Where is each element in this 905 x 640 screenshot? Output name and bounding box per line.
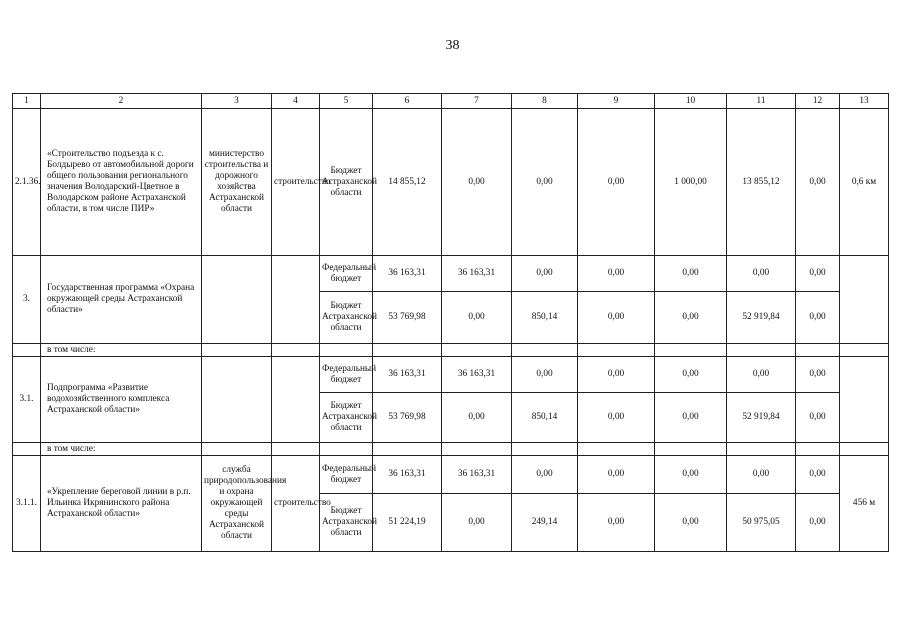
including-label: в том числе: bbox=[41, 344, 202, 357]
funding-source: Бюджет Астраханской области bbox=[320, 292, 373, 344]
value-cell: 0,00 bbox=[578, 393, 655, 443]
value-cell: 52 919,84 bbox=[727, 393, 796, 443]
row-type bbox=[272, 357, 320, 443]
value-cell: 51 224,19 bbox=[373, 494, 442, 552]
including-label: в том числе: bbox=[41, 443, 202, 456]
row-executor: министерство строительства и дорожного хозяйства Астраханской области bbox=[202, 109, 272, 256]
value-cell: 0,00 bbox=[796, 256, 840, 292]
row-name: «Укрепление береговой линии в р.п. Ильинка Икрянинского района Астраханской области» bbox=[41, 456, 202, 552]
value-cell: 0,00 bbox=[512, 256, 578, 292]
funding-source: Бюджет Астраханской области bbox=[320, 393, 373, 443]
header-row bbox=[13, 94, 889, 109]
value-cell: 0,00 bbox=[796, 456, 840, 494]
value-cell: 0,00 bbox=[796, 393, 840, 443]
table-row bbox=[13, 109, 889, 256]
row-type bbox=[272, 256, 320, 344]
row-code: 3.1. bbox=[13, 357, 41, 443]
header-cell: 10 bbox=[655, 94, 727, 109]
value-cell: 0,00 bbox=[655, 456, 727, 494]
row-type: строительство bbox=[272, 456, 320, 552]
row-code: 3. bbox=[13, 256, 41, 344]
table-row bbox=[13, 357, 889, 393]
header-cell: 3 bbox=[202, 94, 272, 109]
header-cell: 5 bbox=[320, 94, 373, 109]
value-cell: 53 769,98 bbox=[373, 393, 442, 443]
value-cell: 0,00 bbox=[727, 456, 796, 494]
header-cell: 12 bbox=[796, 94, 840, 109]
value-cell: 0,00 bbox=[578, 256, 655, 292]
value-cell: 13 855,12 bbox=[727, 109, 796, 256]
value-cell: 0,00 bbox=[442, 109, 512, 256]
value-cell: 14 855,12 bbox=[373, 109, 442, 256]
page-number: 38 bbox=[445, 38, 460, 53]
header-cell: 9 bbox=[578, 94, 655, 109]
value-cell: 0,00 bbox=[578, 357, 655, 393]
row-executor bbox=[202, 357, 272, 443]
funding-source: Федеральный бюджет bbox=[320, 456, 373, 494]
header-cell: 13 bbox=[840, 94, 889, 109]
row-name: «Строительство подъезда к с. Болдырево от автомобильной дороги общего пользования регионального значения Володарский-Цветное в Володарском районе Астраханской области, в том числе ПИР» bbox=[41, 109, 202, 256]
value-cell: 0,00 bbox=[512, 456, 578, 494]
value-cell: 0,00 bbox=[578, 292, 655, 344]
row-result bbox=[840, 256, 889, 344]
header-cell: 1 bbox=[13, 94, 41, 109]
value-cell: 36 163,31 bbox=[373, 256, 442, 292]
value-cell: 0,00 bbox=[796, 292, 840, 344]
row-type: строительство bbox=[272, 109, 320, 256]
table-row bbox=[13, 256, 889, 292]
value-cell: 0,00 bbox=[442, 292, 512, 344]
row-result: 456 м bbox=[840, 456, 889, 552]
including-row bbox=[13, 344, 889, 357]
value-cell: 0,00 bbox=[655, 256, 727, 292]
value-cell: 36 163,31 bbox=[373, 456, 442, 494]
funding-source: Бюджет Астраханской области bbox=[320, 494, 373, 552]
value-cell: 0,00 bbox=[655, 357, 727, 393]
value-cell: 0,00 bbox=[578, 456, 655, 494]
value-cell: 0,00 bbox=[727, 256, 796, 292]
row-result: 0,6 км bbox=[840, 109, 889, 256]
value-cell: 0,00 bbox=[796, 494, 840, 552]
row-executor bbox=[202, 256, 272, 344]
value-cell: 0,00 bbox=[442, 494, 512, 552]
funding-source: Федеральный бюджет bbox=[320, 256, 373, 292]
value-cell: 0,00 bbox=[727, 357, 796, 393]
budget-table bbox=[12, 93, 889, 552]
value-cell: 36 163,31 bbox=[373, 357, 442, 393]
funding-source: Бюджет Астраханской области bbox=[320, 109, 373, 256]
row-result bbox=[840, 357, 889, 443]
value-cell: 0,00 bbox=[512, 357, 578, 393]
header-cell: 4 bbox=[272, 94, 320, 109]
value-cell: 36 163,31 bbox=[442, 357, 512, 393]
value-cell: 0,00 bbox=[578, 109, 655, 256]
value-cell: 50 975,05 bbox=[727, 494, 796, 552]
value-cell: 0,00 bbox=[655, 393, 727, 443]
value-cell: 850,14 bbox=[512, 393, 578, 443]
row-code: 3.1.1. bbox=[13, 456, 41, 552]
value-cell: 0,00 bbox=[655, 292, 727, 344]
header-cell: 8 bbox=[512, 94, 578, 109]
value-cell: 0,00 bbox=[578, 494, 655, 552]
value-cell: 36 163,31 bbox=[442, 256, 512, 292]
value-cell: 0,00 bbox=[796, 357, 840, 393]
row-code: 2.1.36. bbox=[13, 109, 41, 256]
row-name: Государственная программа «Охрана окружающей среды Астраханской области» bbox=[41, 256, 202, 344]
value-cell: 0,00 bbox=[512, 109, 578, 256]
including-row bbox=[13, 443, 889, 456]
row-name: Подпрограмма «Развитие водохозяйственного комплекса Астраханской области» bbox=[41, 357, 202, 443]
value-cell: 0,00 bbox=[796, 109, 840, 256]
value-cell: 36 163,31 bbox=[442, 456, 512, 494]
row-executor: служба природопользования и охрана окружающей среды Астраханской области bbox=[202, 456, 272, 552]
value-cell: 52 919,84 bbox=[727, 292, 796, 344]
header-cell: 6 bbox=[373, 94, 442, 109]
value-cell: 0,00 bbox=[442, 393, 512, 443]
value-cell: 249,14 bbox=[512, 494, 578, 552]
funding-source: Федеральный бюджет bbox=[320, 357, 373, 393]
header-cell: 2 bbox=[41, 94, 202, 109]
value-cell: 0,00 bbox=[655, 494, 727, 552]
header-cell: 11 bbox=[727, 94, 796, 109]
table-row bbox=[13, 456, 889, 494]
value-cell: 850,14 bbox=[512, 292, 578, 344]
value-cell: 53 769,98 bbox=[373, 292, 442, 344]
header-cell: 7 bbox=[442, 94, 512, 109]
value-cell: 1 000,00 bbox=[655, 109, 727, 256]
